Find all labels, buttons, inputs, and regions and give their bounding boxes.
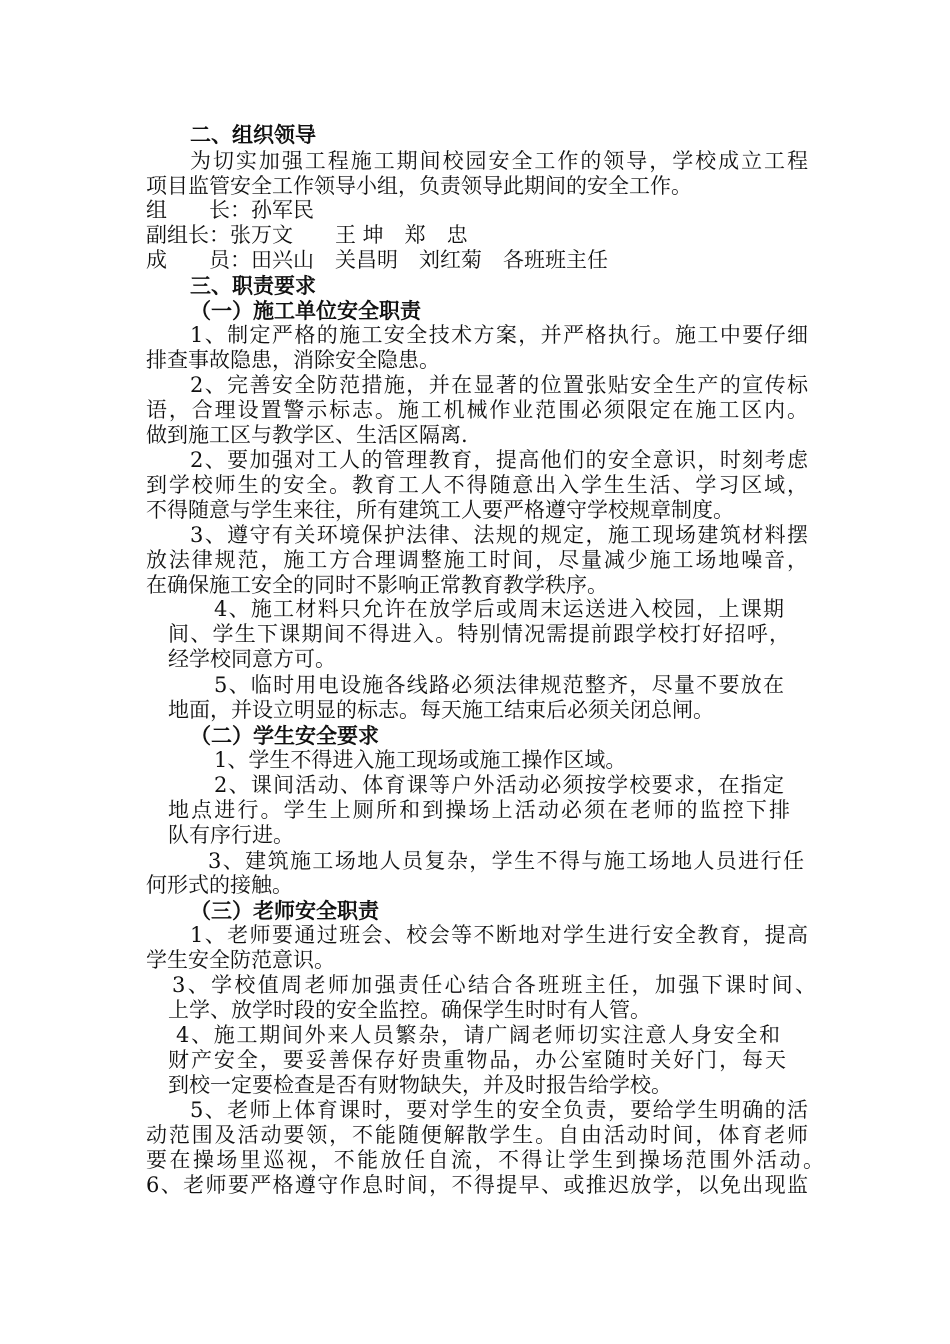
text-line: （三）老师安全职责 [190,898,379,923]
text-line: 放法律规范，施工方合理调整施工时间，尽量减少施工场地噪音， [146,548,810,572]
text-line: 要在操场里巡视，不能放任自流，不得让学生到操场范围外活动。 [146,1148,827,1172]
text-line: 何形式的接触。 [146,873,293,897]
text-line: 财产安全，要妥善保存好贵重物品，办公室随时关好门，每天 [168,1048,788,1072]
text-line: 做到施工区与教学区、生活区隔离. [146,423,468,447]
text-line: 5、老师上体育课时，要对学生的安全负责，要给学生明确的活 [190,1098,810,1122]
text-line: 组 长：孙军民 [146,198,314,222]
text-line: 3、建筑施工场地人员复杂，学生不得与施工场地人员进行任 [208,849,806,873]
text-line: 1、制定严格的施工安全技术方案，并严格执行。施工中要仔细 [190,323,810,347]
text-line: 队有序行进。 [168,823,294,847]
text-line: 6、老师要严格遵守作息时间，不得提早、或推迟放学，以免出现监 [146,1173,810,1197]
text-line: 不得随意与学生来往，所有建筑工人要严格遵守学校规章制度。 [146,498,734,522]
text-line: 在确保施工安全的同时不影响正常教育教学秩序。 [146,573,608,597]
text-line: 4、施工材料只允许在放学后或周末运送进入校园，上课期 [214,597,786,621]
text-line: （二）学生安全要求 [190,723,379,748]
text-line: 3、学校值周老师加强责任心结合各班班主任，加强下课时间、 [172,973,819,997]
text-line: 二、组织领导 [190,122,316,147]
text-line: 到学校师生的安全。教育工人不得随意出入学生生活、学习区域， [146,473,810,497]
text-line: 动范围及活动要领，不能随便解散学生。自由活动时间，体育老师 [146,1123,810,1147]
text-line: 1、学生不得进入施工现场或施工操作区域。 [214,748,627,772]
text-line: 副组长：张万文 王 坤 郑 忠 [146,223,468,247]
text-line: 学生安全防范意识。 [146,948,335,972]
text-line: 到校一定要检查是否有财物缺失，并及时报告给学校。 [168,1073,672,1097]
text-line: 间、学生下课期间不得进入。特别情况需提前跟学校打好招呼， [168,622,792,646]
text-line: 为切实加强工程施工期间校园安全工作的领导，学校成立工程 [190,149,810,173]
text-line: 5、临时用电设施各线路必须法律规范整齐，尽量不要放在 [214,673,786,697]
text-line: 3、遵守有关环境保护法律、法规的规定，施工现场建筑材料摆 [190,523,810,547]
text-line: 2、完善安全防范措施，并在显著的位置张贴安全生产的宣传标 [190,373,810,397]
text-line: （一）施工单位安全职责 [190,298,421,323]
text-line: 4、施工期间外来人员繁杂，请广阔老师切实注意人身安全和 [176,1023,782,1047]
text-line: 1、老师要通过班会、校会等不断地对学生进行安全教育，提高 [190,923,810,947]
text-line: 排查事故隐患，消除安全隐患。 [146,348,440,372]
text-line: 2、要加强对工人的管理教育，提高他们的安全意识，时刻考虑 [190,448,810,472]
text-line: 经学校同意方可。 [168,647,336,671]
text-line: 成 员：田兴山 关昌明 刘红菊 各班班主任 [146,248,608,272]
text-line: 地面，并设立明显的标志。每天施工结束后必须关闭总闸。 [168,698,714,722]
text-line: 地点进行。学生上厕所和到操场上活动必须在老师的监控下排 [168,798,793,822]
text-line: 2、课间活动、体育课等户外活动必须按学校要求，在指定 [214,773,786,797]
text-line: 项目监管安全工作领导小组，负责领导此期间的安全工作。 [146,174,692,198]
text-line: 语，合理设置警示标志。施工机械作业范围必须限定在施工区内。 [146,398,810,422]
text-line: 上学、放学时段的安全监控。确保学生时时有人管。 [168,998,651,1022]
text-line: 三、职责要求 [190,273,316,298]
